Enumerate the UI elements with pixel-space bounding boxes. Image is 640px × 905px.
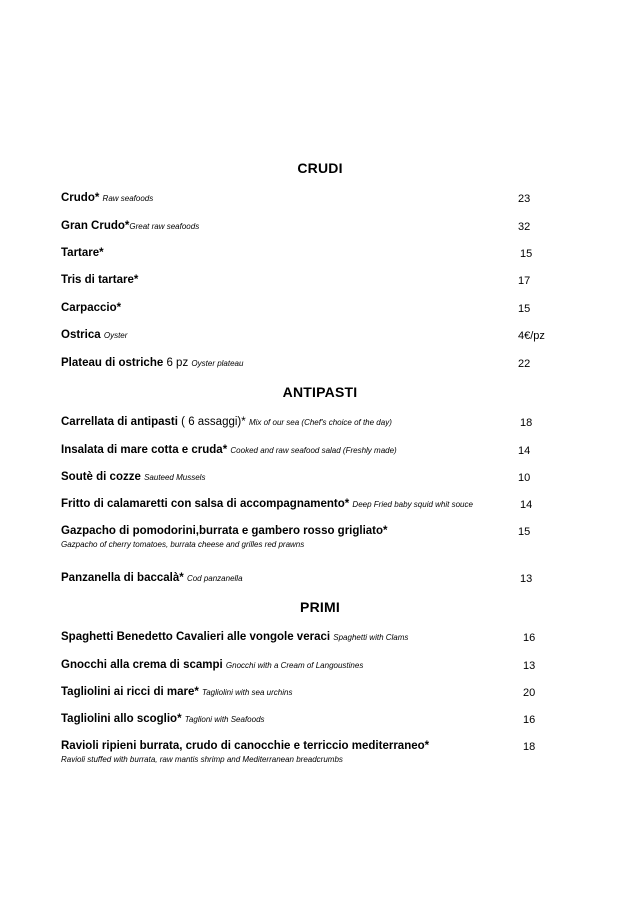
item-translation: Sauteed Mussels xyxy=(144,473,206,482)
menu-item xyxy=(61,328,581,343)
item-name: Tris di tartare* xyxy=(61,274,139,286)
item-price: 15 xyxy=(520,248,533,260)
item-price: 16 xyxy=(523,632,536,644)
item-name: Soutè di cozze xyxy=(61,471,141,483)
menu-item xyxy=(61,356,581,371)
section-title-antipasti: ANTIPASTI xyxy=(282,384,358,400)
item-subline: Ravioli stuffed with burrata, raw mantis shrimp and Mediterranean breadcrumbs xyxy=(61,755,343,764)
item-name: Fritto di calamaretti con salsa di accompagnamento* xyxy=(61,498,350,510)
item-name: Carrellata di antipasti xyxy=(61,416,178,428)
item-price: 14 xyxy=(518,445,531,457)
item-name: Tagliolini allo scoglio* xyxy=(61,713,182,725)
item-price: 4€/pz xyxy=(518,330,545,342)
item-translation: Cooked and raw seafood salad (Freshly made) xyxy=(230,446,397,455)
menu-item xyxy=(61,571,581,586)
item-translation: Mix of our sea (Chef's choice of the day) xyxy=(248,418,392,427)
section-title-primi: PRIMI xyxy=(300,599,340,615)
item-price: 18 xyxy=(520,417,533,429)
item-price: 20 xyxy=(523,687,536,699)
item-name: Carpaccio* xyxy=(61,302,122,314)
item-price: 18 xyxy=(523,741,536,753)
item-name: Gnocchi alla crema di scampi xyxy=(61,659,223,671)
item-price: 14 xyxy=(520,499,533,511)
item-name: Ostrica xyxy=(61,329,101,341)
menu-item xyxy=(61,739,581,765)
item-price: 16 xyxy=(523,714,536,726)
item-name: Tartare* xyxy=(61,247,104,259)
item-price: 17 xyxy=(518,275,531,287)
item-name: Insalata di mare cotta e cruda* xyxy=(61,444,228,456)
item-translation: Gnocchi with a Cream of Langoustines xyxy=(225,661,364,670)
item-translation: Taglioni with Seafoods xyxy=(184,715,265,724)
item-translation: Spaghetti with Clams xyxy=(333,633,409,642)
menu-item xyxy=(61,219,581,234)
item-name: Plateau di ostriche xyxy=(61,357,164,369)
item-extra: ( 6 assaggi)* xyxy=(181,416,246,428)
item-translation: Oyster xyxy=(103,331,128,340)
item-price: 13 xyxy=(520,573,533,585)
item-subline: Gazpacho of cherry tomatoes, burrata cheese and grilles red prawns xyxy=(61,540,305,549)
item-price: 23 xyxy=(518,193,531,205)
menu-item xyxy=(61,470,581,485)
menu-item xyxy=(61,443,581,458)
item-extra: 6 pz xyxy=(166,357,189,369)
menu-item xyxy=(61,712,581,727)
item-translation: Tagliolini with sea urchins xyxy=(202,688,293,697)
menu-item xyxy=(61,630,581,645)
item-price: 15 xyxy=(518,303,531,315)
menu-item xyxy=(61,658,581,673)
item-price: 15 xyxy=(518,526,531,538)
item-price: 13 xyxy=(523,660,536,672)
menu-item xyxy=(61,497,581,512)
menu-item xyxy=(61,524,581,550)
menu-item xyxy=(61,191,581,206)
item-translation: Raw seafoods xyxy=(102,194,154,203)
item-price: 22 xyxy=(518,358,531,370)
item-name: Tagliolini ai ricci di mare* xyxy=(61,686,199,698)
item-name: Crudo* xyxy=(61,192,100,204)
menu-item xyxy=(61,273,581,287)
item-translation: Great raw seafoods xyxy=(129,222,200,231)
menu-item xyxy=(61,415,581,430)
item-name: Gran Crudo* xyxy=(61,220,130,232)
menu-item xyxy=(61,246,581,260)
section-title-crudi: CRUDI xyxy=(297,160,343,176)
item-name: Gazpacho di pomodorini,burrata e gambero rosso grigliato* xyxy=(61,525,388,537)
menu-item xyxy=(61,685,581,700)
menu-item xyxy=(61,301,581,315)
item-name: Spaghetti Benedetto Cavalieri alle vongole veraci xyxy=(61,631,331,643)
item-translation: Cod panzanella xyxy=(186,574,243,583)
item-name: Panzanella di baccalà* xyxy=(61,572,184,584)
item-price: 32 xyxy=(518,221,531,233)
item-translation: Deep Fried baby squid whit souce xyxy=(352,500,473,509)
item-name: Ravioli ripieni burrata, crudo di canocchie e terriccio mediterraneo* xyxy=(61,740,430,752)
item-price: 10 xyxy=(518,472,531,484)
item-translation: Oyster plateau xyxy=(191,359,244,368)
